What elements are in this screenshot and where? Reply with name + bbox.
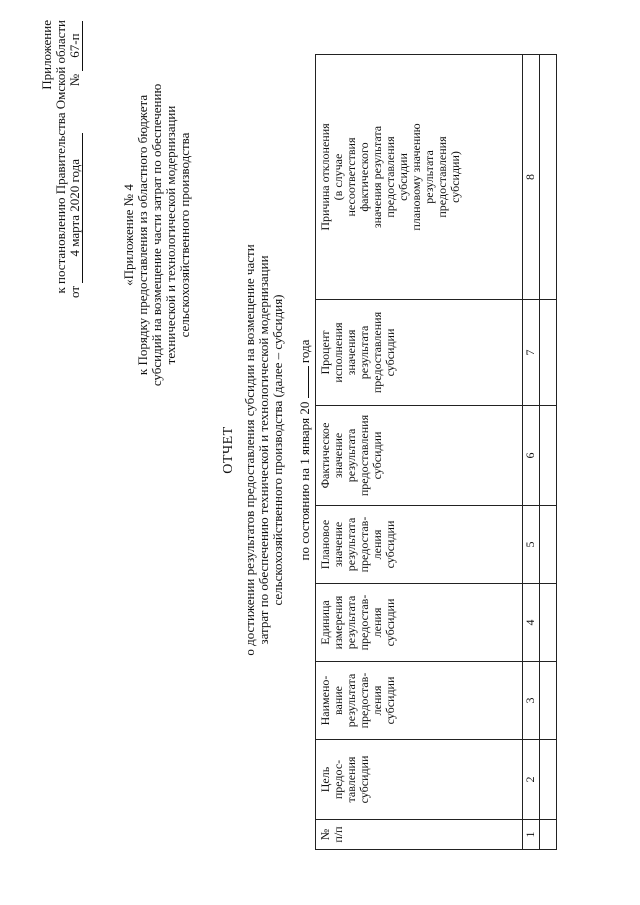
order-line-2: к Порядку предоставления из областного бюджета	[135, 94, 150, 376]
appendix-date-line	[68, 20, 83, 440]
column-number: 5	[523, 506, 540, 584]
column-header: Единица измерения результата предостав- ления субсидии	[316, 584, 523, 662]
from-label: от	[67, 285, 82, 298]
column-number: 4	[523, 584, 540, 662]
column-number: 7	[523, 300, 540, 406]
column-header: Причина отклонения (в случае несоответствия фактического значения результата предоставления субсидии плановому значению результата предоставления субсидии)	[316, 55, 523, 300]
table-cell	[540, 406, 557, 506]
column-header: Фактическое значение результата предоставления субсидии	[316, 406, 523, 506]
resolution-number: 67-п	[68, 21, 83, 71]
order-line-1: «Приложение № 4	[121, 184, 136, 286]
table-cell	[540, 820, 557, 850]
subject-line-3: сельскохозяйственного производства (далее – субсидия)	[270, 294, 285, 606]
order-line-5: сельскохозяйственного производства	[177, 132, 192, 338]
appendix-header	[40, 20, 83, 440]
resolution-date: 4 марта 2020 года	[68, 133, 83, 283]
column-header: Цель предос- тавления субсидии	[316, 740, 523, 820]
column-header: № п/п	[316, 820, 523, 850]
table-row-column-numbers	[523, 55, 540, 850]
column-header: Наимено- вание результата предостав- ления субсидии	[316, 662, 523, 740]
number-label: №	[67, 73, 82, 87]
as-of-prefix: по состоянию на 1 января 20	[297, 401, 312, 561]
appendix-label: Приложение	[39, 20, 54, 90]
document-page	[40, 20, 600, 880]
column-header: Процент исполнения значения результата предоставления субсидии	[316, 300, 523, 406]
order-line-4: технической и технологической модернизации	[163, 105, 178, 365]
as-of-suffix: года	[297, 339, 312, 364]
table-cell	[540, 584, 557, 662]
year-blank	[308, 366, 309, 398]
table-cell	[540, 300, 557, 406]
column-header: Плановое значение результата предостав- ления субсидии	[316, 506, 523, 584]
subject-line-1: о достижении результатов предоставления субсидии на возмещение части	[242, 244, 257, 656]
column-number: 3	[523, 662, 540, 740]
subject-line-2: затрат по обеспечению технической и технологической модернизации	[256, 255, 271, 645]
column-number: 6	[523, 406, 540, 506]
table-row	[540, 55, 557, 850]
table-header-row	[316, 55, 523, 850]
table-cell	[540, 55, 557, 300]
table-cell	[540, 662, 557, 740]
report-subject	[243, 150, 285, 750]
report-as-of-date	[298, 20, 312, 880]
report-table	[315, 54, 557, 850]
column-number: 1	[523, 820, 540, 850]
appendix-resolution: к постановлению Правительства Омской области	[53, 20, 68, 294]
report-title: ОТЧЕТ	[221, 426, 236, 474]
order-reference	[122, 20, 192, 450]
report-table-wrapper	[315, 55, 557, 850]
table-cell	[540, 740, 557, 820]
column-number: 8	[523, 55, 540, 300]
table-cell	[540, 506, 557, 584]
column-number: 2	[523, 740, 540, 820]
order-line-3: субсидий на возмещение части затрат по обеспечению	[149, 83, 164, 387]
